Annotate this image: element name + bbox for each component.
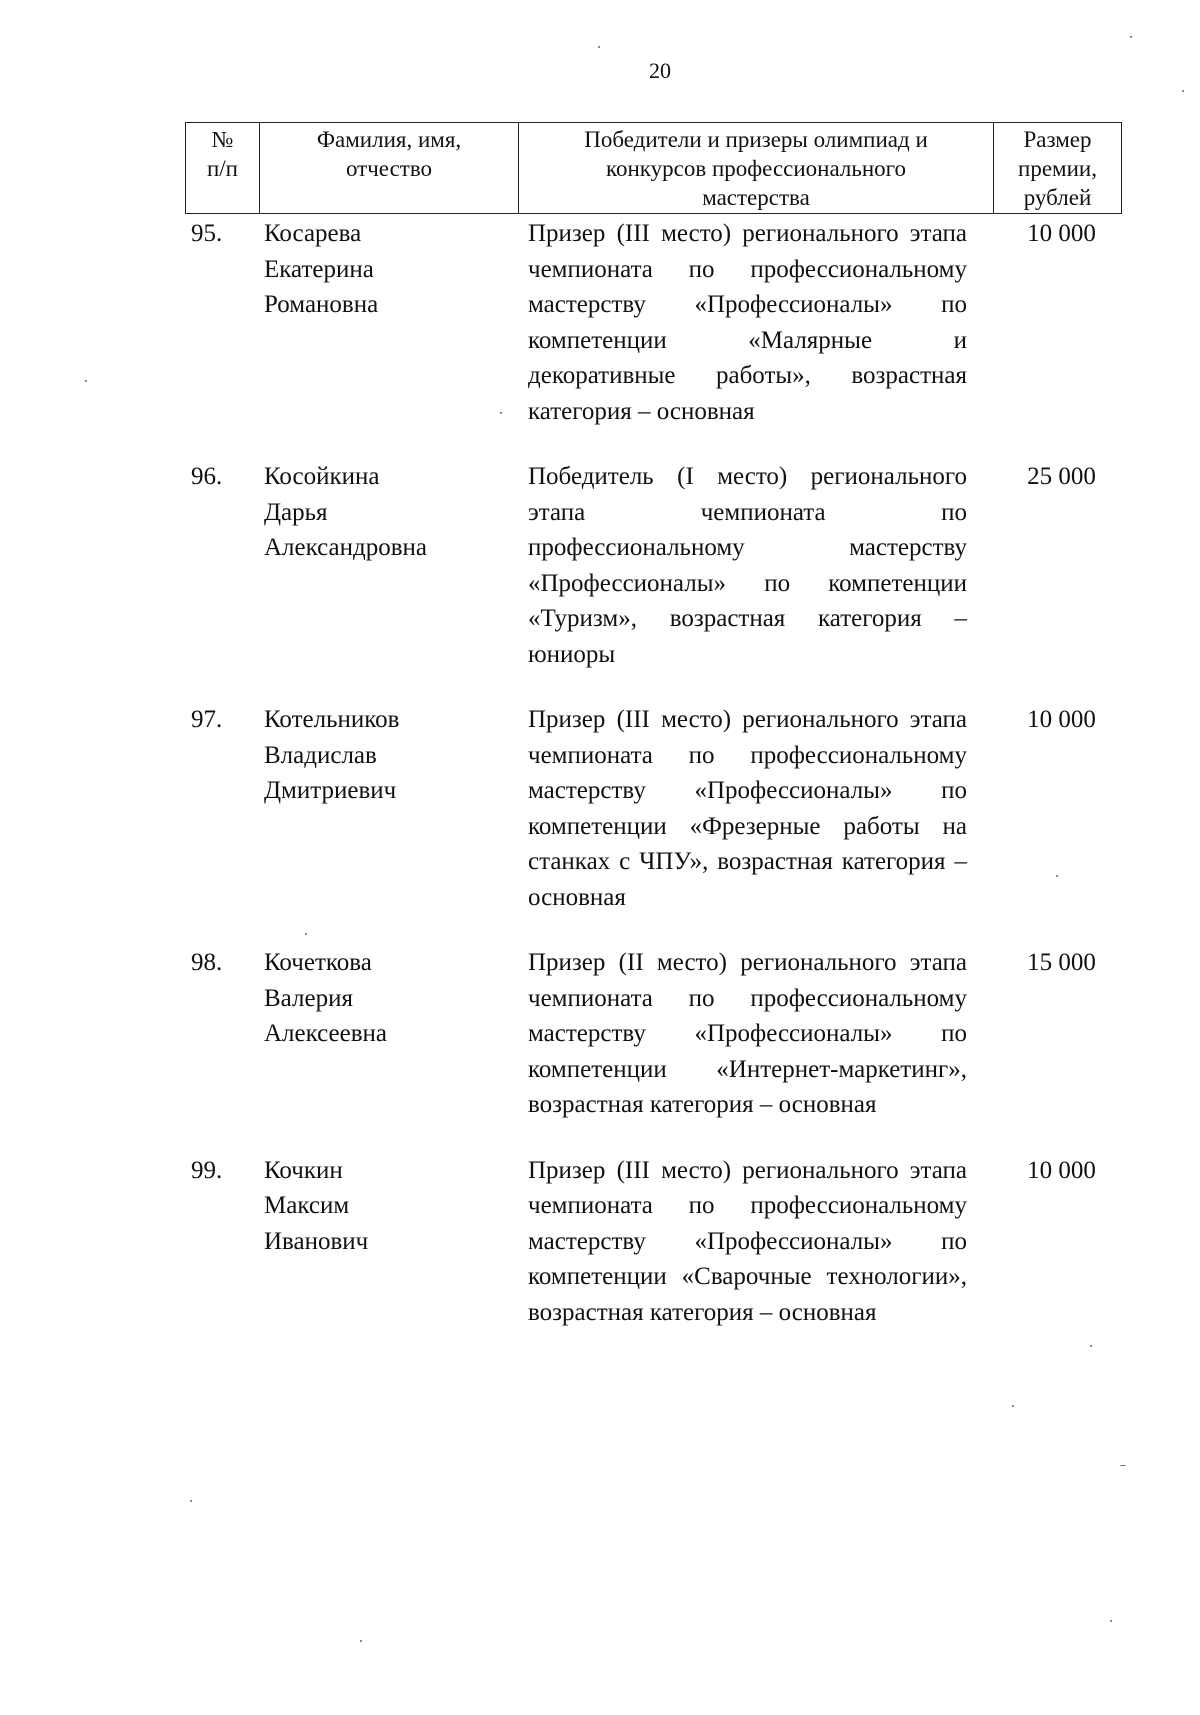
scan-speck (1110, 1620, 1112, 1622)
row-award-amount: 15 000 (1027, 949, 1096, 976)
scan-speck (305, 933, 307, 935)
header-award-amount: Размер премии, рублей (1018, 127, 1097, 210)
scan-speck (190, 1500, 192, 1502)
table-row (185, 702, 1122, 915)
row-award-amount: 25 000 (1027, 463, 1096, 490)
scan-speck (1056, 875, 1058, 877)
scan-speck (1120, 1465, 1126, 1466)
page-number: 20 (649, 58, 671, 83)
row-full-name: Котельников Владислав Дмитриевич (264, 706, 400, 804)
scan-speck (598, 46, 600, 48)
row-full-name: Косарева Екатерина Романовна (264, 220, 379, 318)
row-achievement: Победитель (I место) регионального этапа чемпионата по профессиональному мастерству «Профессионалы» по компетенции «Туризм», возрастная категория – юниоры (528, 463, 967, 668)
table-row (185, 1153, 1122, 1331)
row-award-amount: 10 000 (1027, 220, 1096, 247)
header-full-name: Фамилия, имя, отчество (260, 123, 519, 213)
header-index: № п/п (186, 123, 260, 213)
row-achievement: Призер (III место) регионального этапа чемпионата по профессиональному мастерству «Профессионалы» по компетенции «Сварочные технологии», возрастная категория – основная (528, 1156, 967, 1326)
row-award-amount: 10 000 (1027, 706, 1096, 733)
row-achievement: Призер (II место) регионального этапа чемпионата по профессиональному мастерству «Профессионалы» по компетенции «Интернет-маркетинг», возрастная категория – основная (528, 949, 967, 1118)
row-number: 99. (191, 1156, 223, 1184)
row-number: 97. (191, 706, 223, 733)
table-header (185, 122, 1122, 214)
table-body (185, 216, 1122, 1360)
table-row (185, 945, 1122, 1123)
scan-speck (1012, 1405, 1014, 1407)
scan-speck (360, 1640, 362, 1642)
scan-speck (1182, 90, 1184, 92)
scan-speck (1090, 1345, 1092, 1347)
header-achievement: Победители и призеры олимпиад и конкурсов профессионального мастерства (519, 123, 994, 213)
scan-speck (1130, 36, 1132, 38)
table-row (185, 459, 1122, 672)
row-award-amount: 10 000 (1027, 1156, 1096, 1184)
table-row (185, 216, 1122, 429)
row-full-name: Кочкин Максим Иванович (264, 1156, 369, 1255)
row-achievement: Призер (III место) регионального этапа чемпионата по профессиональному мастерству «Профессионалы» по компетенции «Фрезерные работы на станках с ЧПУ», возрастная категория – основная (528, 706, 967, 911)
row-full-name: Косойкина Дарья Александровна (264, 463, 428, 561)
row-number: 96. (191, 463, 223, 490)
row-number: 95. (191, 220, 223, 247)
scan-speck (85, 380, 87, 382)
row-full-name: Кочеткова Валерия Алексеевна (264, 949, 388, 1047)
scan-speck (500, 412, 502, 414)
row-number: 98. (191, 949, 223, 976)
row-achievement: Призер (III место) регионального этапа чемпионата по профессиональному мастерству «Профессионалы» по компетенции «Малярные и декоративные работы», возрастная категория – основная (528, 220, 967, 425)
